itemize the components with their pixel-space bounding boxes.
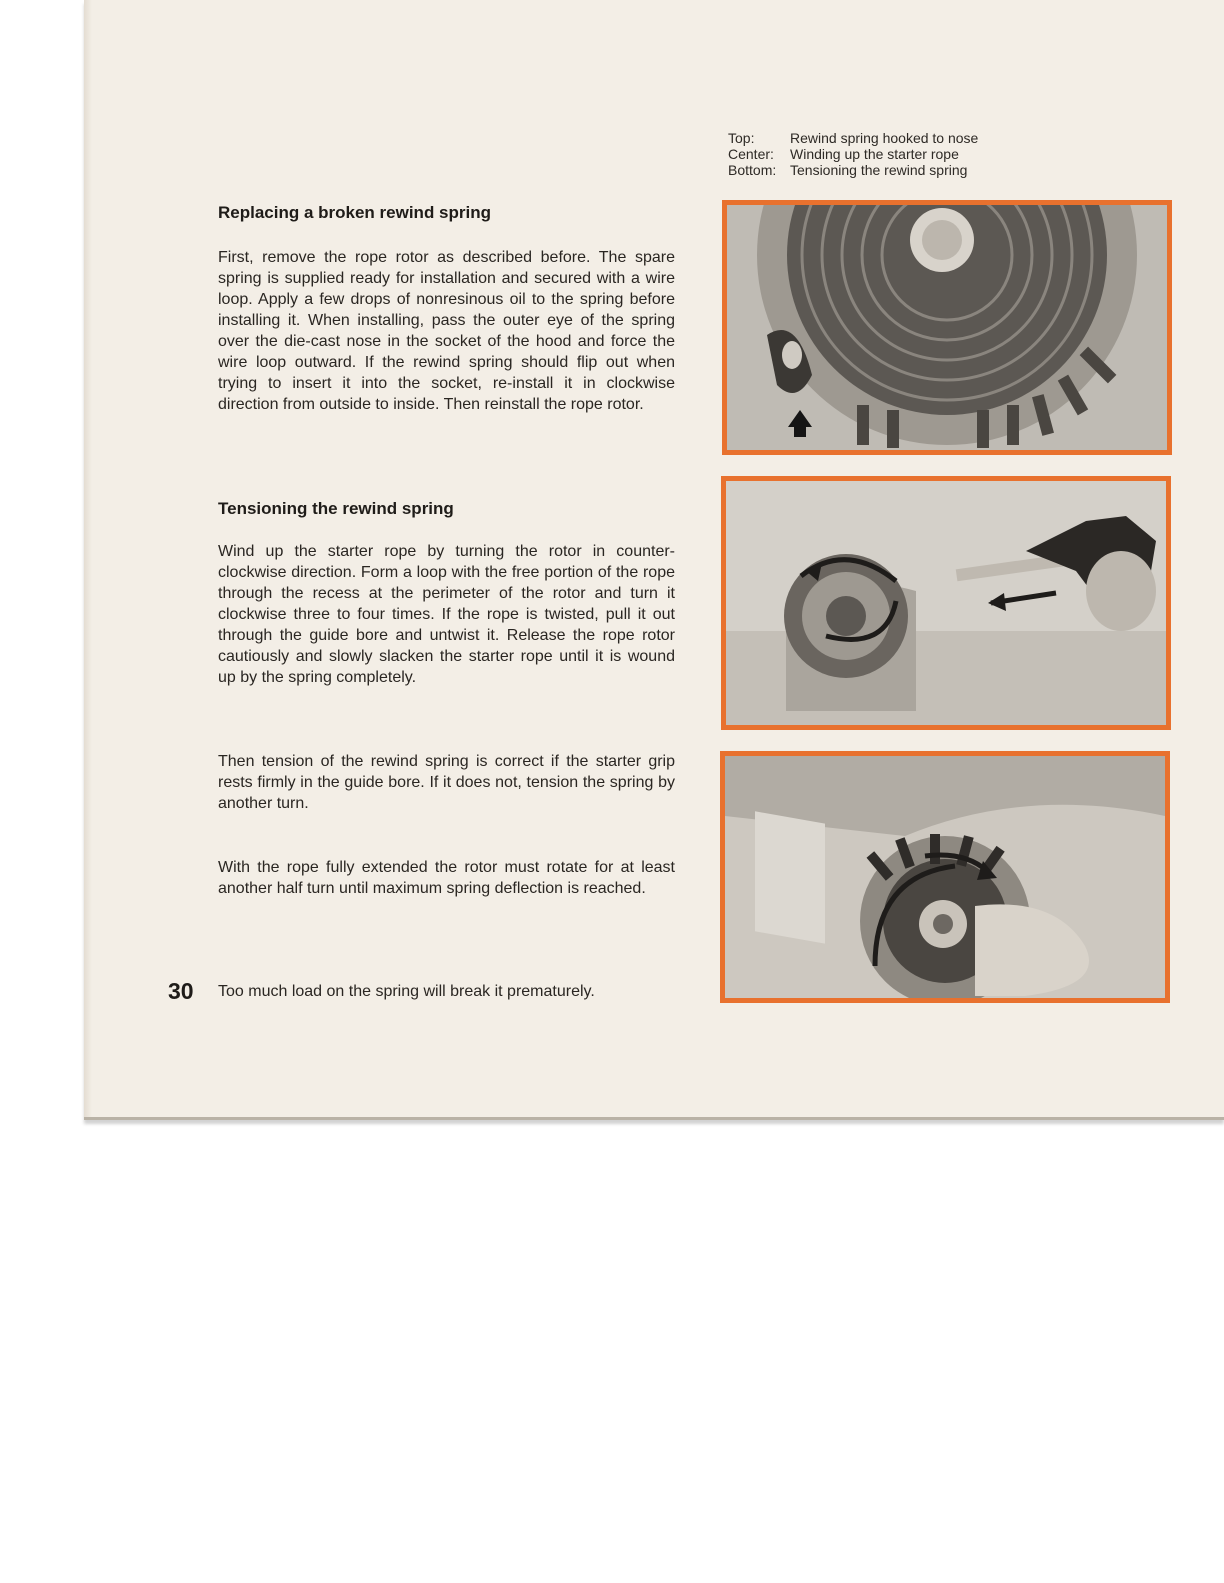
caption-top: [728, 130, 978, 146]
page-number: 30: [168, 978, 194, 1004]
photo-winding-rope-image: [726, 481, 1166, 725]
caption-center: [728, 146, 978, 162]
photo-captions: [728, 130, 978, 178]
caption-center-key: Center:: [728, 146, 774, 162]
paragraph-tension-check: Then tension of the rewind spring is correct if the starter grip rests firmly in the guide bore. If it does not, tension the spring by another turn.: [218, 753, 675, 812]
photo-tensioning-spring-image: [725, 756, 1165, 998]
photo-tensioning-spring: [720, 751, 1170, 1003]
heading-tensioning-spring: Tensioning the rewind spring: [218, 499, 454, 518]
caption-bottom-key: Bottom:: [728, 162, 777, 178]
caption-bottom: [728, 162, 978, 178]
photo-rewind-spring-hooked-image: [727, 205, 1167, 450]
caption-top-text: Rewind spring hooked to nose: [790, 130, 979, 146]
caption-bottom-text: Tensioning the rewind spring: [790, 162, 968, 178]
paragraph-replacing-spring: First, remove the rope rotor as described before. The spare spring is supplied ready for installation and secured with a wire loop. Apply a few drops of nonresinous oil to the spring before installing it. When installing, pass the outer eye of the spring over the die-cast nose in the socket of the hood and force the wire loop outward. If the rewind spring should flip out when trying to insert it into the socket, re-install it in clockwise direction from outside to inside. Then reinstall the rope rotor.: [218, 249, 675, 413]
heading-replacing-spring: Replacing a broken rewind spring: [218, 203, 491, 222]
photo-rewind-spring-hooked: [722, 200, 1172, 455]
paragraph-winding-rope: Wind up the starter rope by turning the rotor in counter-clockwise direction. Form a loop with the free portion of the rope through the recess at the perimeter of the rotor and turn it clockwise three to four times. If the rope is twisted, pull it out through the guide bore and untwist it. Release the rope rotor cautiously and slowly slacken the starter rope until it is wound up by the spring completely.: [218, 543, 675, 686]
caption-top-key: Top:: [728, 130, 755, 146]
caption-center-text: Winding up the starter rope: [790, 146, 959, 162]
warning-line: Too much load on the spring will break it prematurely.: [218, 983, 595, 1000]
photo-winding-rope: [721, 476, 1171, 730]
page-edge: [84, 0, 92, 1117]
paragraph-spring-deflection: With the rope fully extended the rotor must rotate for at least another half turn until maximum spring deflection is reached.: [218, 859, 675, 897]
